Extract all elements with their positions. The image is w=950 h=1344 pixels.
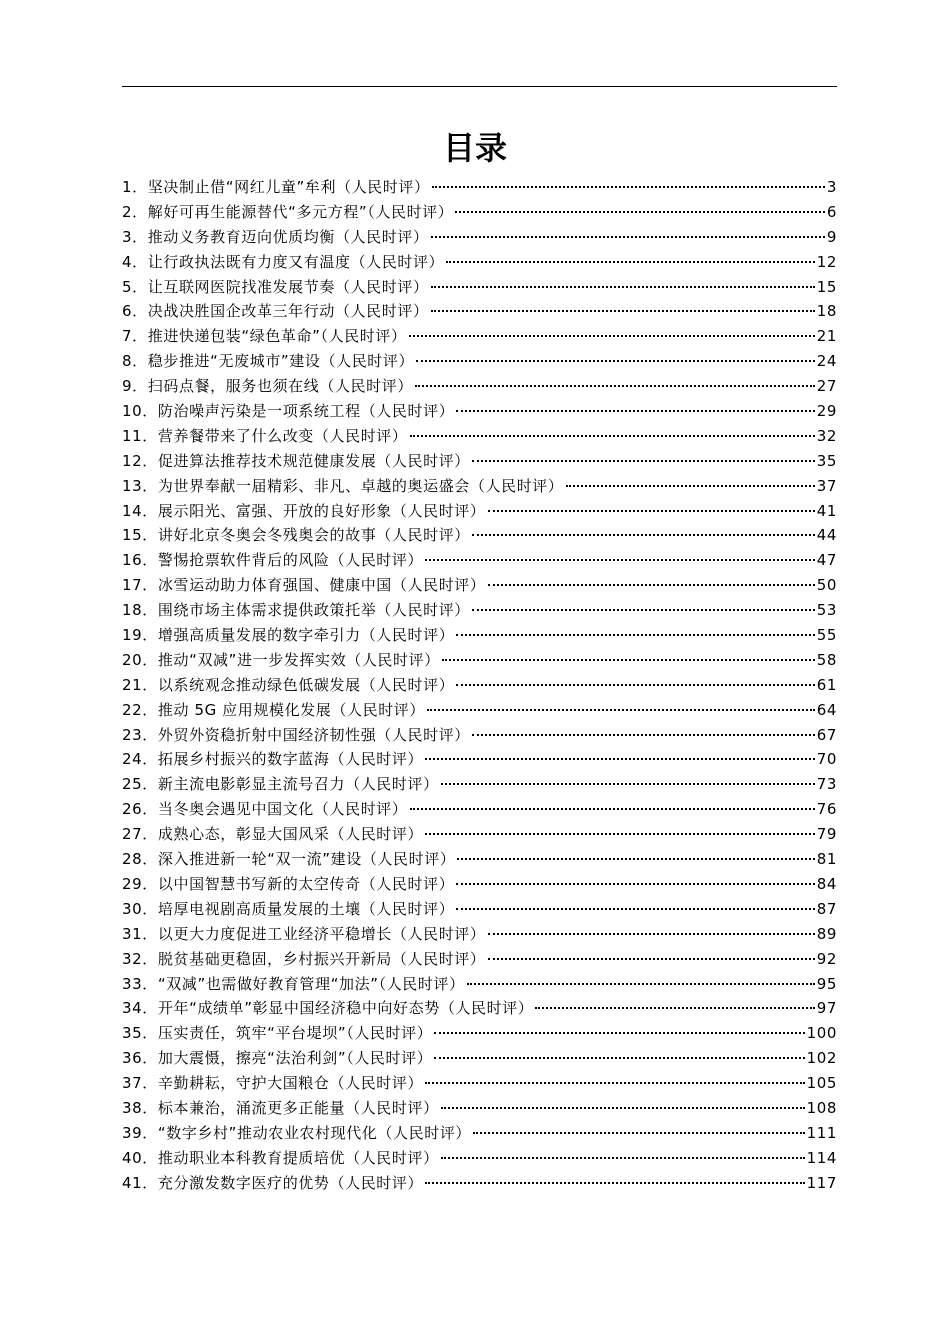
toc-dot-leader <box>425 1182 804 1184</box>
toc-dot-leader <box>488 933 815 935</box>
toc-entry-number: 1． <box>122 178 148 196</box>
toc-entry-title[interactable]: 为世界奉献一届精彩、非凡、卓越的奥运盛会（人民时评） <box>157 476 564 495</box>
toc-entry[interactable] <box>122 797 837 822</box>
toc-entry-title[interactable]: 冰雪运动助力体育强国、健康中国（人民时评） <box>157 576 486 595</box>
toc-entry-title[interactable]: 深入推进新一轮“双一流”建设（人民时评） <box>157 850 456 869</box>
toc-entry[interactable] <box>122 275 837 300</box>
toc-entry-page[interactable]: 15 <box>816 277 837 296</box>
toc-dot-leader <box>472 609 815 611</box>
toc-dot-leader <box>416 360 815 362</box>
toc-dot-leader <box>434 1057 804 1059</box>
toc-entry-title[interactable]: 讲好北京冬奥会冬残奥会的故事（人民时评） <box>157 526 470 545</box>
toc-dot-leader <box>456 634 814 636</box>
toc-entry[interactable] <box>122 723 837 748</box>
toc-entry-title[interactable]: 展示阳光、富强、开放的良好形象（人民时评） <box>157 501 486 520</box>
toc-entry[interactable] <box>122 996 837 1021</box>
toc-entry-page[interactable]: 37 <box>816 476 837 495</box>
toc-entry[interactable] <box>122 424 837 449</box>
toc-entry[interactable] <box>122 1071 837 1096</box>
toc-entry-number: 25． <box>122 775 158 794</box>
toc-entry-title[interactable]: 围绕市场主体需求提供政策托举（人民时评） <box>157 601 470 620</box>
toc-entry-page[interactable]: 87 <box>816 899 837 918</box>
toc-dot-leader <box>425 559 815 561</box>
toc-entry-number: 13． <box>122 476 158 495</box>
toc-dot-leader <box>472 734 815 736</box>
toc-entry-title[interactable]: “双减”也需做好教育管理“加法”（人民时评） <box>157 974 465 993</box>
toc-entry[interactable] <box>122 772 837 797</box>
toc-entry[interactable] <box>122 698 837 723</box>
toc-entry-title[interactable]: 充分激发数字医疗的优势（人民时评） <box>157 1173 424 1192</box>
toc-entry[interactable] <box>122 872 837 897</box>
toc-entry-page[interactable]: 3 <box>826 178 837 196</box>
toc-entry[interactable] <box>122 200 837 225</box>
toc-entry-page[interactable]: 117 <box>806 1173 837 1192</box>
toc-entry[interactable] <box>122 449 837 474</box>
toc-dot-leader <box>427 709 815 711</box>
toc-entry-title[interactable]: 让互联网医院找准发展节奏（人民时评） <box>147 277 429 296</box>
toc-entry[interactable] <box>122 548 837 573</box>
toc-entry[interactable] <box>122 673 837 698</box>
toc-entry-page[interactable]: 53 <box>816 601 837 620</box>
toc-entry-page[interactable]: 73 <box>816 775 837 794</box>
toc-entry-page[interactable]: 6 <box>826 202 837 221</box>
toc-entry-number: 20． <box>122 650 158 669</box>
toc-entry-page[interactable]: 92 <box>816 949 837 968</box>
toc-entry[interactable] <box>122 623 837 648</box>
toc-entry[interactable] <box>122 374 837 399</box>
toc-entry-page[interactable]: 9 <box>826 227 837 246</box>
toc-entry[interactable] <box>122 922 837 947</box>
toc-entry-title[interactable]: 警惕抢票软件背后的风险（人民时评） <box>157 551 424 570</box>
toc-entry-number: 38． <box>122 1098 158 1117</box>
toc-dot-leader <box>434 1032 804 1034</box>
toc-dot-leader <box>467 983 815 985</box>
toc-entry-title[interactable]: 成熟心态，彰显大国风采（人民时评） <box>157 825 424 844</box>
toc-entry-number: 32． <box>122 949 158 968</box>
toc-entry-title[interactable]: 决战决胜国企改革三年行动（人民时评） <box>147 302 429 321</box>
toc-entry-title[interactable]: 推动义务教育迈向优质均衡（人民时评） <box>147 227 429 246</box>
toc-entry-title[interactable]: 推进快递包装“绿色革命”（人民时评） <box>147 327 407 346</box>
table-of-contents <box>122 175 837 1196</box>
toc-entry[interactable] <box>122 747 837 772</box>
toc-entry[interactable] <box>122 947 837 972</box>
toc-entry[interactable] <box>122 598 837 623</box>
toc-dot-leader <box>425 833 815 835</box>
toc-entry[interactable] <box>122 225 837 250</box>
toc-entry-page[interactable]: 27 <box>816 377 837 396</box>
toc-dot-leader <box>535 1007 814 1009</box>
toc-entry-page[interactable]: 50 <box>816 576 837 595</box>
toc-entry[interactable] <box>122 499 837 524</box>
toc-entry[interactable] <box>122 897 837 922</box>
toc-entry-number: 2． <box>122 202 148 221</box>
toc-entry-title[interactable]: 以中国智慧书写新的太空传奇（人民时评） <box>157 874 455 893</box>
toc-entry-title[interactable]: 促进算法推荐技术规范健康发展（人民时评） <box>157 451 470 470</box>
toc-entry-title[interactable]: 培厚电视剧高质量发展的土壤（人民时评） <box>157 899 455 918</box>
toc-entry-number: 34． <box>122 999 158 1018</box>
toc-dot-leader <box>441 1157 805 1159</box>
toc-entry-page[interactable]: 105 <box>806 1074 837 1093</box>
toc-entry-title[interactable]: 营养餐带来了什么改变（人民时评） <box>157 426 408 445</box>
toc-entry-number: 6． <box>122 302 148 321</box>
toc-entry-number: 16． <box>122 551 158 570</box>
toc-entry-number: 27． <box>122 825 158 844</box>
toc-entry-page[interactable]: 12 <box>816 252 837 271</box>
toc-entry-number: 18． <box>122 601 158 620</box>
toc-entry-page[interactable]: 61 <box>816 675 837 694</box>
toc-entry-number: 41． <box>122 1173 158 1192</box>
toc-dot-leader <box>431 310 815 312</box>
toc-entry-number: 24． <box>122 750 158 769</box>
toc-dot-leader <box>456 908 814 910</box>
toc-entry-title[interactable]: 扫码点餐，服务也须在线（人民时评） <box>147 377 413 396</box>
toc-entry-number: 37． <box>122 1074 158 1093</box>
toc-dot-leader <box>425 1082 804 1084</box>
toc-entry-title[interactable]: 外贸外资稳折射中国经济韧性强（人民时评） <box>157 725 470 744</box>
toc-entry[interactable] <box>122 847 837 872</box>
toc-entry-number: 9． <box>122 377 148 396</box>
toc-dot-leader <box>410 808 815 810</box>
toc-entry-number: 36． <box>122 1049 158 1068</box>
toc-entry-title[interactable]: 推动“双减”进一步发挥实效（人民时评） <box>157 650 440 669</box>
toc-dot-leader <box>409 335 815 337</box>
toc-entry[interactable] <box>122 1096 837 1121</box>
toc-entry[interactable] <box>122 299 837 324</box>
toc-entry-title[interactable]: 坚决制止借“网红儿童”牟利（人民时评） <box>147 178 430 196</box>
toc-entry-title[interactable]: 以更大力度促进工业经济平稳增长（人民时评） <box>157 924 486 943</box>
toc-dot-leader <box>441 783 815 785</box>
toc-entry[interactable] <box>122 175 837 200</box>
toc-entry-title[interactable]: 防治噪声污染是一项系统工程（人民时评） <box>157 402 455 421</box>
page-title: 目录 <box>442 129 507 167</box>
toc-entry[interactable] <box>122 1171 837 1196</box>
toc-entry-page[interactable]: 97 <box>816 999 837 1018</box>
toc-entry-page[interactable]: 58 <box>816 650 837 669</box>
toc-entry-page[interactable]: 64 <box>816 700 837 719</box>
toc-entry-page[interactable]: 24 <box>816 352 837 371</box>
toc-entry-page[interactable]: 76 <box>816 800 837 819</box>
toc-dot-leader <box>446 261 815 263</box>
toc-dot-leader <box>456 410 814 412</box>
toc-entry-title[interactable]: 加大震慑，擦亮“法治利剑”（人民时评） <box>157 1049 433 1068</box>
toc-entry-number: 40． <box>122 1148 158 1167</box>
toc-entry-number: 19． <box>122 626 158 645</box>
header-rule <box>122 86 837 87</box>
toc-entry[interactable] <box>122 399 837 424</box>
toc-entry-number: 23． <box>122 725 158 744</box>
toc-entry-page[interactable]: 108 <box>806 1098 837 1117</box>
toc-entry-page[interactable]: 81 <box>816 850 837 869</box>
toc-entry-number: 29． <box>122 874 158 893</box>
toc-dot-leader <box>455 211 824 213</box>
toc-dot-leader <box>472 534 815 536</box>
toc-entry-number: 33． <box>122 974 158 993</box>
toc-entry[interactable] <box>122 250 837 275</box>
toc-entry-title[interactable]: 拓展乡村振兴的数字蓝海（人民时评） <box>157 750 424 769</box>
toc-entry-title[interactable]: 当冬奥会遇见中国文化（人民时评） <box>157 800 408 819</box>
toc-dot-leader <box>425 758 815 760</box>
toc-entry-title[interactable]: 让行政执法既有力度又有温度（人民时评） <box>147 252 445 271</box>
toc-entry[interactable] <box>122 972 837 997</box>
toc-entry-number: 35． <box>122 1024 158 1043</box>
toc-entry[interactable] <box>122 573 837 598</box>
toc-entry-page[interactable]: 95 <box>816 974 837 993</box>
toc-entry-number: 5． <box>122 277 148 296</box>
toc-entry-page[interactable]: 100 <box>806 1024 837 1043</box>
toc-entry-page[interactable]: 32 <box>816 426 837 445</box>
toc-entry-title[interactable]: 稳步推进“无废城市”建设（人民时评） <box>147 352 415 371</box>
toc-entry-title[interactable]: 增强高质量发展的数字牵引力（人民时评） <box>157 626 455 645</box>
toc-entry-title[interactable]: 辛勤耕耘，守护大国粮仓（人民时评） <box>157 1074 424 1093</box>
toc-entry-number: 30． <box>122 899 158 918</box>
toc-entry[interactable] <box>122 324 837 349</box>
toc-entry-number: 28． <box>122 850 158 869</box>
toc-dot-leader <box>472 460 815 462</box>
toc-entry-title[interactable]: “数字乡村”推动农业农村现代化（人民时评） <box>157 1123 472 1142</box>
toc-entry-page[interactable]: 111 <box>806 1123 837 1142</box>
toc-entry-title[interactable]: 标本兼治，涌流更多正能量（人民时评） <box>157 1098 439 1117</box>
toc-entry-number: 11． <box>122 426 158 445</box>
toc-entry-number: 26． <box>122 800 158 819</box>
toc-entry-page[interactable]: 89 <box>816 924 837 943</box>
toc-entry-page[interactable]: 84 <box>816 874 837 893</box>
toc-entry-number: 31． <box>122 924 158 943</box>
toc-entry-title[interactable]: 推动职业本科教育提质培优（人民时评） <box>157 1148 439 1167</box>
toc-entry[interactable] <box>122 1046 837 1071</box>
toc-entry-page[interactable]: 102 <box>806 1049 837 1068</box>
toc-dot-leader <box>441 1107 805 1109</box>
toc-entry-page[interactable]: 18 <box>816 302 837 321</box>
toc-entry-number: 22． <box>122 700 158 719</box>
toc-entry-page[interactable]: 67 <box>816 725 837 744</box>
toc-entry[interactable] <box>122 822 837 847</box>
toc-entry-number: 39． <box>122 1123 158 1142</box>
toc-entry[interactable] <box>122 648 837 673</box>
toc-entry[interactable] <box>122 1021 837 1046</box>
toc-entry-title[interactable]: 解好可再生能源替代“多元方程”（人民时评） <box>147 202 454 221</box>
toc-entry-number: 3． <box>122 227 148 246</box>
toc-entry-page[interactable]: 21 <box>816 327 837 346</box>
toc-entry-number: 4． <box>122 252 148 271</box>
toc-entry-page[interactable]: 55 <box>816 626 837 645</box>
toc-entry-title[interactable]: 以系统观念推动绿色低碳发展（人民时评） <box>157 675 455 694</box>
toc-entry-number: 14． <box>122 501 158 520</box>
toc-entry-page[interactable]: 41 <box>816 501 837 520</box>
toc-entry-page[interactable]: 114 <box>806 1148 837 1167</box>
toc-entry-title[interactable]: 开年“成绩单”彰显中国经济稳中向好态势（人民时评） <box>157 999 534 1018</box>
toc-dot-leader <box>456 883 814 885</box>
toc-dot-leader <box>432 186 825 188</box>
toc-dot-leader <box>488 958 815 960</box>
toc-dot-leader <box>488 584 815 586</box>
toc-entry-page[interactable]: 44 <box>816 526 837 545</box>
toc-entry-page[interactable]: 47 <box>816 551 837 570</box>
toc-dot-leader <box>410 435 815 437</box>
toc-dot-leader <box>488 510 815 512</box>
toc-entry-page[interactable]: 29 <box>816 402 837 421</box>
toc-entry[interactable] <box>122 523 837 548</box>
toc-entry-page[interactable]: 79 <box>816 825 837 844</box>
toc-entry-title[interactable]: 新主流电影彰显主流号召力（人民时评） <box>157 775 439 794</box>
toc-entry-number: 8． <box>122 352 148 371</box>
toc-entry-number: 15． <box>122 526 158 545</box>
toc-dot-leader <box>431 286 815 288</box>
toc-dot-leader <box>473 1132 805 1134</box>
toc-entry[interactable] <box>122 1121 837 1146</box>
toc-dot-leader <box>566 485 815 487</box>
toc-entry-title[interactable]: 压实责任，筑牢“平台堤坝”（人民时评） <box>157 1024 433 1043</box>
toc-entry[interactable] <box>122 349 837 374</box>
toc-dot-leader <box>431 236 825 238</box>
toc-dot-leader <box>442 659 815 661</box>
toc-dot-leader <box>457 858 814 860</box>
toc-entry-number: 7． <box>122 327 148 346</box>
toc-entry[interactable] <box>122 474 837 499</box>
toc-entry-number: 10． <box>122 402 158 421</box>
toc-dot-leader <box>456 684 814 686</box>
toc-entry-page[interactable]: 70 <box>816 750 837 769</box>
toc-entry-number: 17． <box>122 576 158 595</box>
toc-entry[interactable] <box>122 1146 837 1171</box>
toc-entry-title[interactable]: 脱贫基础更稳固，乡村振兴开新局（人民时评） <box>157 949 486 968</box>
toc-entry-title[interactable]: 推动 5G 应用规模化发展（人民时评） <box>157 700 425 719</box>
toc-entry-number: 12． <box>122 451 158 470</box>
toc-dot-leader <box>415 385 815 387</box>
toc-entry-number: 21． <box>122 675 158 694</box>
toc-entry-page[interactable]: 35 <box>816 451 837 470</box>
